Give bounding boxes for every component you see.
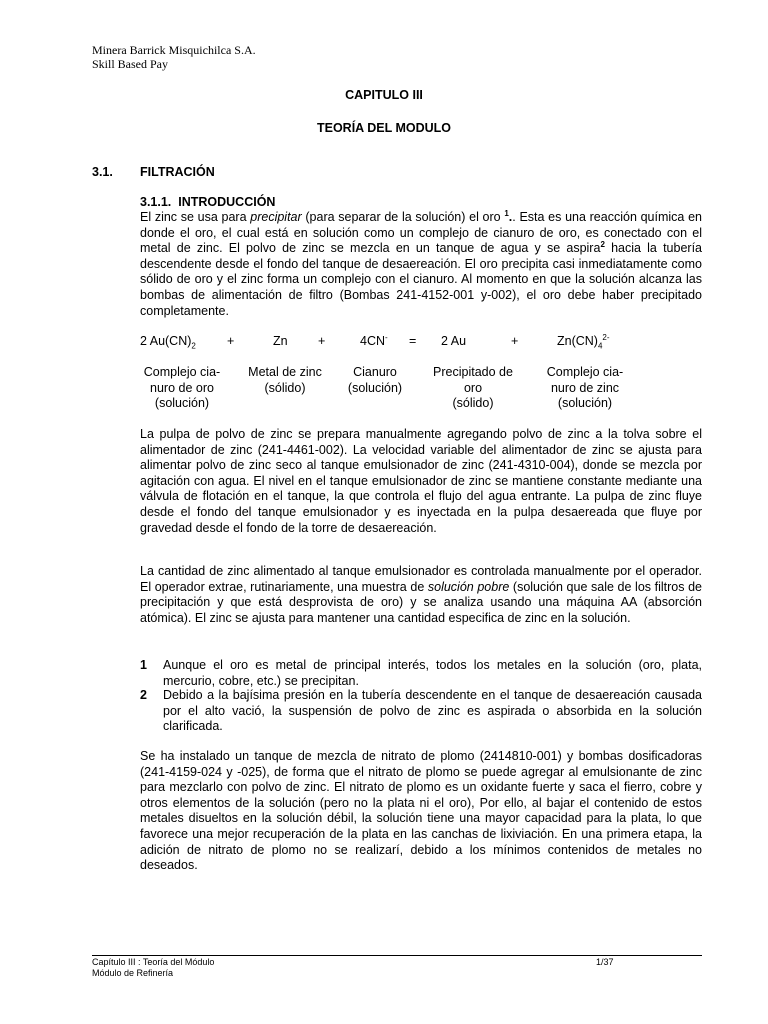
eq-term-zinc: Zn — [273, 334, 288, 348]
eq-label-gold-complex: Complejo cia- nuro de oro (solución) — [143, 365, 221, 411]
eq-label-gold-precipitate: Precipitado de oro (sólido) — [433, 365, 513, 411]
eq-equals: = — [409, 334, 417, 348]
eq-label-zinc-metal: Metal de zinc (sólido) — [248, 365, 322, 395]
eq-plus: + — [511, 334, 519, 348]
subsection-number: 3.1.1. — [140, 195, 172, 209]
company-name: Minera Barrick Misquichilca S.A. — [92, 43, 256, 57]
footer-left — [92, 957, 214, 979]
footer-chapter: Capítulo III : Teoría del Módulo — [92, 957, 215, 967]
footer-divider — [92, 955, 702, 956]
eq-term-zinc-cyanide: $Zn(CN)_4^{2-}$ — [557, 332, 610, 351]
section-title: FILTRACIÓN — [140, 165, 215, 179]
footnote-text: Aunque el oro es metal de principal interés, todos los metales en la solución (oro, plata, mercurio, cobre, etc.) se precipitan. — [163, 658, 702, 688]
footnote-number: 1 — [140, 658, 147, 672]
chapter-heading: CAPITULO III — [345, 88, 423, 102]
eq-term-gold-cyanide: 2 $Au(CN)_2$ — [140, 334, 196, 351]
section-number: 3.1. — [92, 165, 113, 179]
footnote-2 — [140, 688, 702, 735]
page-number: 1/37 — [596, 957, 614, 967]
intro-paragraph: El zinc se usa para precipitar (para separar de la solución) el oro $^1$.. Esta es una reacción química en donde el oro, el cual está en solución como un complejo de cianuro de oro, es conectado con el metal de zinc. El polvo de zinc se mezcla en un tanque de agua y se aspira$^2$ hacia la tubería descendente desde el fondo del tanque de desaereación. El oro precipita casi inmediatamente como sólido de oro y el zinc forma un complejo con el cianuro. Al momento en que la solución alcanza las bombas de alimentación de filtro (Bombas 241-4152-001 y-002), el oro debe haber precipitado completamente. — [140, 208, 702, 318]
chapter-title: TEORÍA DEL MODULO — [316, 121, 452, 135]
document-header — [92, 43, 256, 71]
paragraph-zinc-pulp: La pulpa de polvo de zinc se prepara manualmente agregando polvo de zinc a la tolva sobre el alimentador de zinc (241-4461-002). La velocidad variable del alimentador de zinc se ajusta para alimentar polvo de zinc seco al tanque emulsionador de zinc (241-4310-004), donde se mezcla por agitación con agua. El nivel en el tanque emulsionador de zinc se mantiene constante mediante una válvula de flotación en el tanque, la que controla el flujo del agua entrante. La pulpa de zinc fluye desde el fondo del tanque emulsionador y es inyectada en la pulpa desaereada que fluye por gravedad desde el fondo de la torre de desaereación. — [140, 427, 702, 535]
subsection-heading — [140, 195, 275, 209]
footnote-number: 2 — [140, 688, 147, 702]
paragraph-zinc-control: La cantidad de zinc alimentado al tanque emulsionador es controlada manualmente por el operador. El operador extrae, rutinariamente, una muestra de solución pobre (solución que sale de los filtros de precipitación y que está desprovista de oro) y se analiza usando una máquina AA (absorción atómica). El zinc se ajusta para mantener una cantidad especifica de zinc en la solución. — [140, 564, 702, 625]
subsection-title: INTRODUCCIÓN — [178, 195, 276, 209]
eq-plus: + — [318, 334, 326, 348]
footnote-1 — [140, 658, 702, 689]
eq-term-gold: 2 Au — [441, 334, 467, 348]
eq-label-zinc-complex: Complejo cia- nuro de zinc (solución) — [546, 365, 624, 411]
footnote-text: Debido a la bajísima presión en la tubería descendente en el tanque de desaereación causada por el alto vació, la suspensión de polvo de zinc es aspirada o absorbida en la solución clarificada. — [163, 688, 702, 734]
eq-term-cyanide: 4CN- — [360, 332, 388, 348]
header-subtitle: Skill Based Pay — [92, 57, 169, 71]
footer-module: Módulo de Refinería — [92, 968, 174, 978]
paragraph-lead-nitrate: Se ha instalado un tanque de mezcla de nitrato de plomo (2414810-001) y bombas dosificadoras (241-4159-024 y -025), de forma que el nitrato de plomo se puede agregar al emulsionante de zinc para mezclarlo con polvo de zinc. El nitrato de plomo es un oxidante fuerte y saca el fierro, cobre y otros elementos de la solución (pero no la plata ni el oro), Por ello, al bajar el contenido de estos metales disueltos en la solución débil, la solución tiene una mayor capacidad para la plata, lo que favorece una mejor recuperación de la plata en las canchas de lixiviación. En una primera etapa, la adición de nitrato de plomo no se realizarí, debido a los mínimos contenidos de metales no deseados. — [140, 749, 702, 873]
eq-plus: + — [227, 334, 235, 348]
eq-label-cyanide: Cianuro (solución) — [347, 365, 403, 395]
